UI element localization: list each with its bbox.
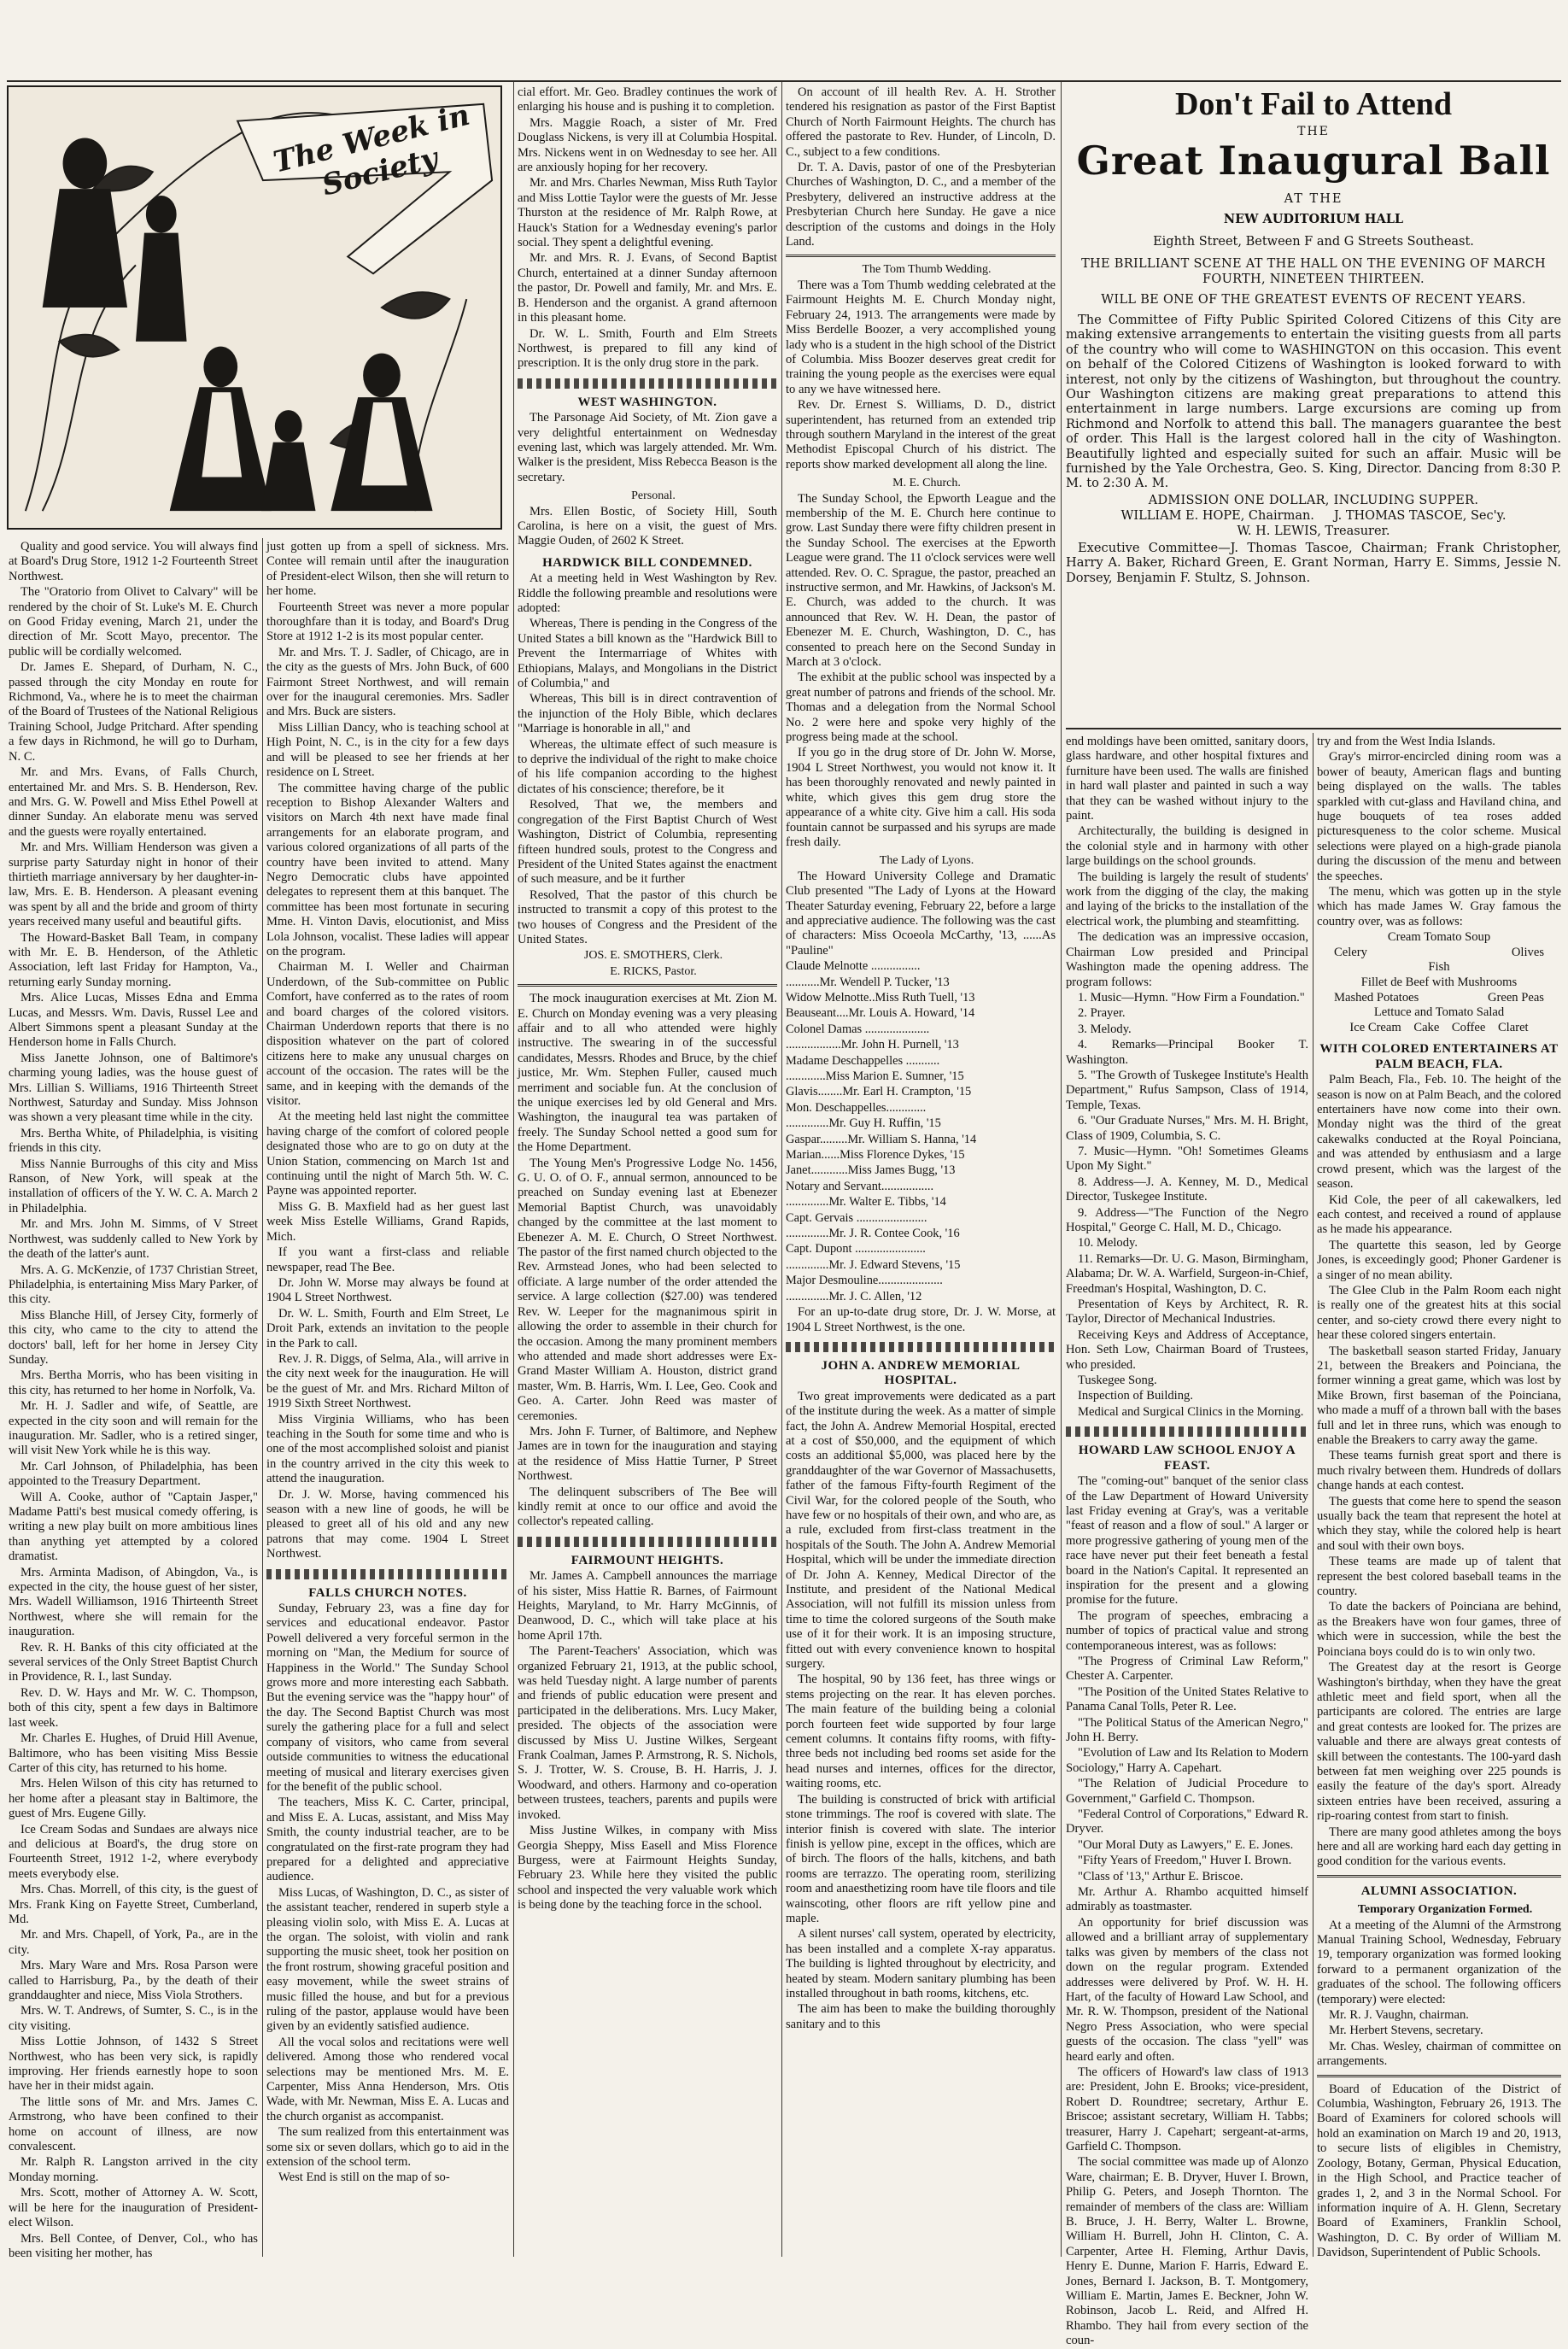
- paragraph: The delinquent subscribers of The Bee will kindly remit at once to our office and avoid the collector's repeated calling.: [518, 1485, 777, 1529]
- toast-list: [1066, 1655, 1308, 1884]
- cast-list: [786, 959, 1056, 1304]
- paragraph: Will A. Cooke, author of "Captain Jasper," Madame Patti's best musical comedy offering, is writing a new play built on more ambitious lines than anything yet attempted by a colored dramatist.: [9, 1490, 258, 1564]
- section-heading: HARDWICK BILL CONDEMNED.: [542, 555, 752, 570]
- section-heading: HOWARD LAW SCHOOL ENJOY A FEAST.: [1078, 1444, 1296, 1473]
- paragraph: The Parsonage Aid Society, of Mt. Zion gave a very delightful entertainment on Wednesday evening last, which was largely attended. Mr. Wm. Walker is the president, Miss Rebecca Beason is the secretary.: [518, 411, 777, 484]
- masthead-illustration: [7, 85, 502, 530]
- paragraph: Dr. James E. Shepard, of Durham, N. C., passed through the city Monday en route for Richmond, Va., where he is to meet the chairman of the Board of Trustees of the National Religious Training School, Judge Pritchard. After spending a few days in Richmond, he will go to Durham, N. C.: [9, 660, 258, 764]
- list-item: 2. Prayer.: [1078, 1006, 1126, 1021]
- list-item: "The Relation of Judicial Procedure to Government," Garfield C. Thompson.: [1066, 1777, 1308, 1806]
- paragraph: The Young Men's Progressive Lodge No. 1456, G. U. O. of O. F., annual sermon, announced to be preached on Sunday evening last at Ebenezer Memorial Baptist Church, was unavoidably changed by the committee at the last moment to Ebenezer A. M. E. Church, O Street Northwest. The pastor of the first named church objected to the Rev. Armstead Jones, who had been selected to officiate. A large number of the order attended the service. A large collection ($27.00) was tendered Rev. W. Leeper for the magnanimous spirit in allowing the order to assemble in their church for the occasion. Among the many prominent members who attended and made short addresses were Ex-Grand Master William A. Houston, district grand master, Wm. B. Harris, Wm. I. Lee, Geo. Cook and Geo. A. Carter. John Reed was master of ceremonies.: [518, 1156, 777, 1423]
- paragraph: Dr. W. L. Smith, Fourth and Elm Street, Le Droit Park, extends an invitation to the people in the Park to call.: [266, 1306, 509, 1350]
- paragraph: Mrs. Alice Lucas, Misses Edna and Emma Lucas, and Messrs. Wm. Davis, Russel Lee and Albert Simmons spent a pleasant Sunday at the Henderson home in Falls Church.: [9, 991, 258, 1050]
- list-item: ..............Mr. J. R. Contee Cook, '16: [786, 1227, 960, 1241]
- paragraph: The "Oratorio from Olivet to Calvary" will be rendered by the choir of St. Luke's M. E. Church on Good Friday evening, March 21, under the direction of Mr. Scott Mayo, precentor. The public will be cordially welcomed.: [9, 585, 258, 659]
- paragraph: Dr. John W. Morse may always be found at 1904 L Street Northwest.: [266, 1275, 509, 1305]
- paragraph: The officers of Howard's law class of 1913 are: President, John E. Brooks; vice-president, Robert D. Roundtree; secretary, Arthur E. Briscoe; assistant secretary, William H. Tabbs; treasurer, Harry J. Capehart; sergeant-at-arms, Garfield C. Thompson.: [1066, 2065, 1308, 2153]
- list-item: Glavis........Mr. Earl H. Crampton, '15: [786, 1085, 972, 1099]
- paragraph: Mr. and Mrs. Charles Newman, Miss Ruth Taylor and Miss Lottie Taylor were the guests of Mr. Jesse Thurston at the residence of Mr. Ralph Rowe, at Hauck's Station for a Wednesday evening's parlor social. They spent a delightful evening.: [518, 176, 777, 250]
- paragraph: These teams are made up of talent that represent the best colored baseball teams in the country.: [1317, 1555, 1561, 1599]
- paragraph: An opportunity for brief discussion was allowed and a brilliant array of supplementary talks was given by members of the class not down on the regular program. Extended addresses were delivered by Prof. W. H. H. Hart, of the faculty of Howard Law School, and Mr. R. W. Thompson, president of the National Negro Press Association, who were special guests of the occasion. The class "yell" was heard early and often.: [1066, 1915, 1308, 2064]
- list-item: "Fifty Years of Freedom," Huver I. Brown.: [1078, 1854, 1292, 1868]
- ad-bottom-rule: [1066, 728, 1561, 729]
- paragraph: These teams furnish great sport and there is much rivalry between them. Hundreds of dollars change hands at each contest.: [1317, 1449, 1561, 1493]
- column-3: [518, 85, 777, 2253]
- paragraph: The basketball season started Friday, January 21, between the Breakers and Poinciana, the former winning a great game, which was lost by Mike Brown, first baseman of the Poinciana, who made a muff of a thrown ball with the bases full and let in three runs, which was enough to enable the Breakers to carry away the game.: [1317, 1344, 1561, 1447]
- paragraph: Dr. T. A. Davis, pastor of one of the Presbyterian Churches of Washington, D. C., and a member of the Presbytery, delivered an instructive address at the Presbyterian Church here Sunday. He gave a nice description of the customs and doings in the Holy Land.: [786, 161, 1056, 249]
- paragraph: The "coming-out" banquet of the senior class of the Law Department of Howard University last Friday evening at Gray's, was a veritable "feast of reason and a flow of soul." A larger or more progressive gathering of young men of the race have never put their feet beneath a festal board in the Nation's Capital. It represented an inspiration for the present and a glowing promise for the future.: [1066, 1474, 1308, 1608]
- paragraph: Architecturally, the building is designed in the colonial style and in harmony with other large buildings on the school grounds.: [1066, 824, 1308, 869]
- paragraph: Receiving Keys and Address of Acceptance, Hon. Seth Low, Chairman Board of Trustees, who presided.: [1066, 1327, 1308, 1372]
- paragraph: cial effort. Mr. Geo. Bradley continues the work of enlarging his house and is pushing it to completion.: [518, 85, 777, 114]
- paragraph: Mrs. Chas. Morrell, of this city, is the guest of Mrs. Frank King on Fayette Street, Cumberland, Md.: [9, 1883, 258, 1926]
- paragraph: Chairman M. I. Weller and Chairman Underdown, of the Sub-committee on Public Comfort, have conferred as to the rates of room and board charges of the colored visitors. Chairman Underdown reports that there is no disposition whatever on the part of colored citizens here to make any unusual charges on account of the occasion. The rates will be the same, and in keeping with the demands of the visitor.: [266, 960, 509, 1109]
- list-item: ..............Mr. J. C. Allen, '12: [786, 1289, 922, 1303]
- ad-body: The Committee of Fifty Public Spirited Colored Citizens of this City are making extensive arrangements to entertain the visiting guests from all parts of the country who will come to WASHINGTON on this occasion. This event on behalf of the Colored Citizens of Washington is looked forward to with interest, not only by the citizens of Washington, but throughout the country. Our Washington citizens are making great preparations to attend this entertainment in large numbers. Large excursions are coming up from Richmond and Norfolk to attend this ball. The managers guarantee the best of order. This Hall is the largest colored hall in the city of Washington. Beautifully lighted and especially suited for such an affair. Music will be furnished by the Yale Orchestra, Geo. S. King, Director. Dancing from 8:30 P. M. to 2:30 A. M.: [1066, 313, 1561, 491]
- paragraph: Mrs. Maggie Roach, a sister of Mr. Fred Douglass Nickens, is very ill at Columbia Hospital. Mrs. Nickens went in on Wednesday to see her. All are anxiously hoping for her recovery.: [518, 115, 777, 175]
- paragraph: The sum realized from this entertainment was some six or seven dollars, which go to aid in the extension of the school term.: [266, 2125, 509, 2170]
- list-item: 5. "The Growth of Tuskegee Institute's Health Department," Rufus Sampson, Class of 1914, Temple, Texas.: [1066, 1068, 1308, 1112]
- column-rule: [513, 82, 514, 2257]
- paragraph: The menu, which was gotten up in the style which has made James W. Gray famous the country over, was as follows:: [1317, 885, 1561, 928]
- paragraph: To date the backers of Poinciana are behind, as the Breakers have won four games, three of which were in succession, while the best the Poinciana boys could do is to win only two.: [1317, 1600, 1561, 1659]
- paragraph: Miss Janette Johnson, one of Baltimore's charming young ladies, was the house guest of Mrs. Lillian S. Williams, 1916 Thirteenth Street Northwest, Saturday and Sunday. Miss Johnson was shown a very pleasant time while in the city.: [9, 1051, 258, 1125]
- paragraph: On account of ill health Rev. A. H. Strother tendered his resignation as pastor of the First Baptist Church of North Fairmount Heights. The church has offered the pastorate to Rev. Hunder, of Lincoln, D. C., subject to a few conditions.: [786, 85, 1056, 159]
- paragraph: Mrs. Helen Wilson of this city has returned to her home after a pleasant stay in Baltimore, the guest of Mrs. Eugene Gilly.: [9, 1777, 258, 1821]
- paragraph: Mr. and Mrs. Evans, of Falls Church, entertained Mr. and Mrs. S. B. Henderson, Rev. and Mrs. G. W. Powell and Miss Ethel Powell at dinner Sunday. An elaborate menu was served and the guests were royally entertained.: [9, 765, 258, 839]
- paragraph: Resolved, That we, the members and congregation of the First Baptist Church of West Washington, District of Columbia, representing fifteen hundred souls, protest to the Congress and President of the United States against the enactment of such measure, and be it further: [518, 798, 777, 887]
- paragraph: There was a Tom Thumb wedding celebrated at the Fairmount Heights M. E. Church Monday night, February 24, 1913. The arrangements were made by Miss Berdelle Boozer, a very accomplished young lady who is a student in the high school of the District of Columbia. Miss Boozer deserves great credit for training the young people as the exercises were equal to any we have witnessed here.: [786, 278, 1056, 396]
- paragraph: Board of Education of the District of Columbia, Washington, February 26, 1913. The Board of Examiners for colored schools will hold an examination on March 19 and 20, 1913, to secure lists of eligibles in Chemistry, Zoology, Botany, German, Physical Education, in the High School, and Practice teacher of grades 1, 2, and 3 in the Normal School. For information inquire of A. H. Glenn, Secretary Board of Examiners, Franklin School, Washington, D. C. By order of William M. Davidson, Superintendent of Public Schools.: [1317, 2082, 1561, 2260]
- paragraph: Rev. Dr. Ernest S. Williams, D. D., district superintendent, has returned from an extended trip through southern Maryland in the interest of the great Methodist Episcopal Church of his district. The reports show marked development all along the line.: [786, 398, 1056, 472]
- column-1: [9, 540, 258, 2260]
- paragraph: The teachers, Miss K. C. Carter, principal, and Miss E. A. Lucas, assistant, and Miss May Smith, the county industrial teacher, are to be congratulated on the first-rate program they had prepared for a delighted and appreciative audience.: [266, 1795, 509, 1884]
- paragraph: Kid Cole, the peer of all cakewalkers, led each contest, and received a round of applause as he made his appearance.: [1317, 1192, 1561, 1237]
- paragraph: Fourteenth Street was never a more popular thoroughfare than it is today, and Board's Drug Store at 1912 1-2 is its most popular center.: [266, 600, 509, 644]
- paragraph: Mrs. Bell Contee, of Denver, Col., who has been visiting her mother, has: [9, 2231, 258, 2260]
- paragraph: Miss Blanche Hill, of Jersey City, formerly of this city, who came to the city to attend the doctors' ball, left for her home in Jersey City Sunday.: [9, 1308, 258, 1367]
- paragraph: The building is largely the result of students' work from the digging of the clay, the making and laying of the bricks to the installation of the electrical work, the plumbing and steamfitting.: [1066, 870, 1308, 928]
- list-item: ..............Mr. Walter E. Tibbs, '14: [786, 1195, 946, 1210]
- top-rule: [7, 80, 1561, 82]
- divider: [786, 255, 1056, 257]
- list-item: Janet............Miss James Bugg, '13: [786, 1163, 956, 1178]
- list-item: ..............Mr. J. Edward Stevens, '15: [786, 1257, 961, 1272]
- paragraph: Mr. R. J. Vaughn, chairman.: [1329, 2008, 1469, 2023]
- list-item: Beauseant....Mr. Louis A. Howard, '14: [786, 1006, 975, 1021]
- menu-item: Celery: [1334, 945, 1367, 959]
- paragraph: The building is constructed of brick with artificial stone trimmings. The roof is covered with slate. The interior finish is covered with slate. The interior finish is yellow pine, except in the offices, which are of birch. The floors of the halls, kitchens, and bath rooms are terrazzo. The operating room, sterilizing room and anaesthetizing room have tile floors and tile wainscoting, other floors are rift yellow pine and maple.: [786, 1792, 1056, 1925]
- paragraph: Mr. H. J. Sadler and wife, of Seattle, are expected in the city soon and will remain for the inauguration. Mr. Sadler, who is a retired singer, will visit New York while he is this way.: [9, 1399, 258, 1458]
- paragraph: At the meeting held last night the committee having charge of the comfort of colored people designated those who are to go on duty at the Union Station, commencing on March 1st and continuing until the night of March 5th. W. C. Payne was appointed reporter.: [266, 1110, 509, 1198]
- list-item: Madame Deschappelles ...........: [786, 1053, 940, 1068]
- paragraph: Dr. W. L. Smith, Fourth and Elm Streets Northwest, is prepared to fill any kind of prescription. It is the only drug store in the park.: [518, 326, 777, 371]
- column-rule: [781, 82, 782, 2257]
- paragraph: The guests that come here to spend the season usually back the team that represent the hotel at which they stay, while the colored help is heart and soul with their own boys.: [1317, 1494, 1561, 1553]
- paragraph: The quartette this season, led by George Jones, is exceedingly good; Phoner Gardener is a singer of no mean ability.: [1317, 1238, 1561, 1282]
- ad-scene: THE BRILLIANT SCENE AT THE HALL ON THE EVENING OF MARCH FOURTH, NINETEEN THIRTEEN.: [1081, 257, 1546, 286]
- ad-treasurer: W. H. LEWIS, Treasurer.: [1237, 524, 1390, 538]
- list-item: Claude Melnotte ................: [786, 959, 921, 974]
- subheading: M. E. Church.: [892, 477, 961, 490]
- star-divider: [266, 1569, 509, 1579]
- list-item: 1. Music—Hymn. "How Firm a Foundation.": [1078, 990, 1305, 1005]
- column-rule: [262, 538, 263, 2257]
- ad-committee: Executive Committee—J. Thomas Tascoe, Chairman; Frank Christopher, Harry A. Baker, Richard Green, E. Grant Norman, Harry E. Simms, Jessie N. Dorsey, Benjamin F. Stultz, S. Johnson.: [1066, 540, 1561, 585]
- ad-the: THE: [1297, 125, 1330, 138]
- list-item: "The Political Status of the American Negro," John H. Berry.: [1066, 1715, 1308, 1744]
- menu-item: Fillet de Beef with Mushrooms: [1360, 975, 1518, 990]
- ad-venue: NEW AUDITORIUM HALL: [1223, 212, 1404, 226]
- paragraph: A silent nurses' call system, operated by electricity, has been installed and a complete X-ray apparatus. The building is lighted throughout by electricity, and heated by steam. Modern sanitary plumbing has been installed throughout in bath rooms, kitchens, etc.: [786, 1927, 1056, 2000]
- masthead-title: The Week in Society: [270, 97, 474, 203]
- paragraph: At a meeting held in West Washington by Rev. Riddle the following preamble and resolutions were adopted:: [518, 571, 777, 615]
- list-item: 8. Address—J. A. Kenney, M. D., Medical Director, Tuskegee Institute.: [1066, 1174, 1308, 1204]
- paragraph: The mock inauguration exercises at Mt. Zion M. E. Church on Monday evening was a very pleasing affair and to all who attended were highly instructive. The swearing in of the successful candidates, Messrs. Rhodes and Bruce, by the chief justice, Mr. Wm. Stephen Fuller, caused much merriment and sociable fun. At the conclusion of the unique exercises led by old General and Mrs. Washington, the inaugural tea was partaken of freely. The Sunday School netted a good sum for the Home Department.: [518, 992, 777, 1155]
- paragraph: The dedication was an impressive occasion, Chairman Low presided and Principal Washington made the opening address. The program follows:: [1066, 930, 1308, 989]
- menu-item: Mashed Potatoes: [1334, 990, 1419, 1005]
- ad-title: Great Inaugural Ball: [1076, 138, 1551, 184]
- paragraph: The hospital, 90 by 136 feet, has three wings or stems projecting on the rear. It has eleven porches. The main feature of the building being a colonial porch fourteen feet wide supported by four large cement columns. It contains fifty rooms, with fifty-three beds not including bed rooms set aside for the head nurses and internes, offices for the director, waiting rooms, etc.: [786, 1672, 1056, 1791]
- menu-item: Lettuce and Tomato Salad: [1373, 1005, 1505, 1020]
- paragraph: Miss Virginia Williams, who has been teaching in the South for some time and who is one of the most accomplished soloist and pianist in the country arrived in the city this week to attend the inauguration.: [266, 1412, 509, 1486]
- subheading: The Lady of Lyons.: [879, 854, 974, 868]
- list-item: Marian......Miss Florence Dykes, '15: [786, 1148, 965, 1163]
- paragraph: Rev. R. H. Banks of this city officiated at the several services of the Only Street Baptist Church in Providence, R. I., last Sunday.: [9, 1640, 258, 1684]
- paragraph: Mrs. Arminta Madison, of Abingdon, Va., is expected in the city, the house guest of her sister, Mrs. Wadell Williamson, 1916 Thirteenth Street Northwest, where she will remain for the inauguration.: [9, 1565, 258, 1639]
- paragraph: end moldings have been omitted, sanitary doors, glass hardware, and other hospital fixtures and furniture have been used. The walls are finished in hard wall plaster and painted in such a way that they can be washed without injury to the paint.: [1066, 735, 1308, 823]
- subheading: Personal.: [631, 489, 676, 503]
- list-item: "Federal Control of Corporations," Edward R. Dryver.: [1066, 1807, 1308, 1836]
- paragraph: Palm Beach, Fla., Feb. 10. The height of the season is now on at Palm Beach, and the colored entertainers have now come into their own. Monday night was the third of the great cakewalks conducted at the Royal Poinciana, and was attended by enthusiasm and a large crowd present, which was the largest of the season.: [1317, 1073, 1561, 1192]
- list-item: 7. Music—Hymn. "Oh! Sometimes Gleams Upon My Sight.": [1066, 1144, 1308, 1174]
- paragraph: Mrs. Bertha White, of Philadelphia, is visiting friends in this city.: [9, 1126, 258, 1156]
- paragraph: Mrs. A. G. McKenzie, of 1737 Christian Street, Philadelphia, is entertaining Miss Mary Parker, of this city.: [9, 1262, 258, 1307]
- banquet-menu: [1317, 930, 1561, 1035]
- paragraph: Tuskegee Song.: [1078, 1374, 1157, 1388]
- list-item: Widow Melnotte..Miss Ruth Tuell, '13: [786, 990, 975, 1005]
- list-item: "The Position of the United States Relative to Panama Canal Tolls, Peter R. Lee.: [1066, 1684, 1308, 1714]
- list-item: Colonel Damas .....................: [786, 1022, 930, 1036]
- paragraph: Mr. Chas. Wesley, chairman of committee on arrangements.: [1317, 2039, 1561, 2069]
- paragraph: Presentation of Keys by Architect, R. R. Taylor, Director of Mechanical Industries.: [1066, 1298, 1308, 1327]
- paragraph: Mrs. W. T. Andrews, of Sumter, S. C., is in the city visiting.: [9, 2004, 258, 2033]
- paragraph: There are many good athletes among the boys here and all are working hard each day getting in good condition for the various events.: [1317, 1825, 1561, 1869]
- section-heading: ALUMNI ASSOCIATION.: [1360, 1883, 1518, 1898]
- ad-address: Eighth Street, Between F and G Streets Southeast.: [1153, 235, 1474, 249]
- paragraph: The little sons of Mr. and Mrs. James C. Armstrong, who have been confined to their home on account of illness, are now convalescent.: [9, 2094, 258, 2154]
- paragraph: try and from the West India Islands.: [1317, 735, 1495, 748]
- menu-item: Ice Cream Cake Coffee Claret: [1349, 1020, 1529, 1034]
- signature-pastor: E. RICKS, Pastor.: [610, 964, 697, 978]
- paragraph: The committee having charge of the public reception to Bishop Alexander Walters and visitors on March 4th next have made final arrangements for an elaborate program, and various colored organizations of all parts of the country have been invited to attend. Many Negro Democratic clubs have appointed delegates to represent them at this banquet. The committee has been most fortunate in securing Mme. H. Vinton Davis, elocutionist, and Miss Lola Johnson, vocalist. These ladies will appear on the program.: [266, 781, 509, 958]
- subheading: Temporary Organization Formed.: [1357, 1903, 1533, 1917]
- menu-item: Cream Tomato Soup: [1387, 930, 1491, 945]
- paragraph: Whereas, This bill is in direct contravention of the injunction of the Holy Bible, which declares "Marriage is honorable in all," and: [518, 692, 777, 736]
- divider: [518, 984, 777, 987]
- section-heading: WITH COLORED ENTERTAINERS AT PALM BEACH, FLA.: [1319, 1042, 1559, 1071]
- list-item: Gaspar.........Mr. William S. Hanna, '14: [786, 1132, 977, 1146]
- paragraph: Miss Nannie Burroughs of this city and Miss Ranson, of New York, will speak at the installation of officers of the Y. W. C. A. March 2 in Philadelphia.: [9, 1157, 258, 1216]
- paragraph: just gotten up from a spell of sickness. Mrs. Contee will remain until after the inauguration of President-elect Wilson, then she will return to her home.: [266, 540, 509, 599]
- paragraph: The Sunday School, the Epworth League and the membership of the M. E. Church here continue to grow. Last Sunday there were fifty children present in the Sunday School. The exercises at the Epworth League were grand. The 11 o'clock services were well attended. Rev. O. C. Sprague, the pastor, preached an instructive sermon, and Mr. Hawkins, of Jackson's M. E. Church, was added to the church. It was announced that Rev. W. H. Dean, the pastor of Ebenezer M. E. Church, Washington, D. C., has consented to preach here on the Second Sunday in March at 3 o'clock.: [786, 491, 1056, 670]
- paragraph: The aim has been to make the building thoroughly sanitary and to this: [786, 2002, 1056, 2031]
- star-divider: [518, 378, 777, 389]
- list-item: 11. Remarks—Dr. U. G. Mason, Birmingham, Alabama; Dr. W. A. Warfield, Surgeon-in-Chief, Freedman's Hospital, Washington, D. C.: [1066, 1251, 1308, 1296]
- paragraph: Mrs. Scott, mother of Attorney A. W. Scott, will be here for the inauguration of President-elect Wilson.: [9, 2186, 258, 2230]
- list-item: Capt. Dupont .......................: [786, 1242, 926, 1257]
- paragraph: Mr. Arthur A. Rhambo acquitted himself admirably as toastmaster.: [1066, 1885, 1308, 1914]
- column-5: [1066, 735, 1308, 2348]
- divider: [1317, 1875, 1561, 1877]
- paragraph: Sunday, February 23, was a fine day for services and educational endeavor. Pastor Powell delivered a very forceful sermon in the morning on "Man, the Medium for source of Happiness in the World." The Sunday School grows more and more interesting each Sabbath. But the evening service was the "happy hour" of the day. The Second Baptist Church was most surely the gathering place for a full and select company of visitors, who came from several outside communities to witness the educational meeting of musical and literary exercises given for the benefit of the public school.: [266, 1602, 509, 1794]
- paragraph: If you want a first-class and reliable newspaper, read The Bee.: [266, 1245, 509, 1274]
- paragraph: Mr. and Mrs. John M. Simms, of V Street Northwest, was suddenly called to New York by the death of the latter's aunt.: [9, 1217, 258, 1262]
- paragraph: Dr. J. W. Morse, having commenced his season with a new line of goods, he will be pleased to greet all of his old and any new patrons that may come. 1904 L Street Northwest.: [266, 1487, 509, 1561]
- paragraph: Mr. and Mrs. William Henderson was given a surprise party Saturday night in honor of their thirtieth marriage anniversary by her daughter-in-law, Mrs. E. B. Henderson. A pleasant evening was spent by all and the bride and groom of thirty years received many useful and beautiful gifts.: [9, 841, 258, 929]
- paragraph: The Howard-Basket Ball Team, in company with Mr. E. B. Henderson, of the Athletic Association, left last Friday for Hampton, Va., returning early Sunday morning.: [9, 930, 258, 989]
- ad-at: AT THE: [1284, 192, 1343, 206]
- paragraph: Whereas, the ultimate effect of such measure is to deprive the individual of the right to make choice of his life companion according to the highest dictates of his conscience; therefore, be it: [518, 737, 777, 796]
- paragraph: Rev. D. W. Hays and Mr. W. C. Thompson, both of this city, spent a few days in Baltimore last week.: [9, 1685, 258, 1730]
- paragraph: Mrs. Bertha Morris, who has been visiting in this city, has returned to her home in Norfolk, Va.: [9, 1368, 258, 1397]
- ad-admission: ADMISSION ONE DOLLAR, INCLUDING SUPPER.: [1148, 493, 1479, 507]
- paragraph: The Glee Club in the Palm Room each night is really one of the greatest hits at this social center, and so-ciety crowd there every night to hear these colored singers entertain.: [1317, 1283, 1561, 1343]
- section-heading: FALLS CHURCH NOTES.: [308, 1585, 467, 1600]
- list-item: ..............Mr. Guy H. Ruffin, '15: [786, 1116, 941, 1131]
- list-item: 9. Address—"The Function of the Negro Hospital," George C. Hall, M. D., Chicago.: [1066, 1205, 1308, 1234]
- paragraph: The program of speeches, embracing a number of topics of practical value and strong contemporaneous interest, was as follows:: [1066, 1608, 1308, 1653]
- paragraph: Mr. Ralph R. Langston arrived in the city Monday morning.: [9, 2155, 258, 2184]
- menu-item: Olives: [1511, 945, 1544, 959]
- program-list: [1066, 991, 1308, 1297]
- paragraph: West End is still on the map of so-: [278, 2170, 450, 2185]
- paragraph: All the vocal solos and recitations were well delivered. Among those who rendered vocal selections may be mentioned Mrs. M. E. Carpenter, Miss Anna Henderson, Mrs. Otis Wade, with Mr. Newman, Miss E. A. Lucas and the church organist as accompanist.: [266, 2035, 509, 2123]
- ad-event: WILL BE ONE OF THE GREATEST EVENTS OF RECENT YEARS.: [1101, 293, 1526, 307]
- column-rule: [1061, 82, 1062, 2257]
- list-item: ...........Mr. Wendell P. Tucker, '13: [786, 975, 950, 989]
- paragraph: Miss Justine Wilkes, in company with Miss Georgia Sheppy, Miss Easell and Miss Florence Burgess, were at Fairmount Heights Sunday, February 23. While here they visited the public school and inspected the very valuable work which is being done by the teaching force in the school.: [518, 1824, 777, 1913]
- paragraph: Medical and Surgical Clinics in the Morning.: [1078, 1404, 1304, 1419]
- paragraph: Mr. and Mrs. Chapell, of York, Pa., are in the city.: [9, 1928, 258, 1957]
- paragraph: At a meeting of the Alumni of the Armstrong Manual Training School, Wednesday, February 19, temporary organization was formed looking forward to a permanent organization of the graduates of the school. The following officers (temporary) were elected:: [1317, 1918, 1561, 2006]
- paragraph: Mr. Carl Johnson, of Philadelphia, has been appointed to the Treasury Department.: [9, 1459, 258, 1489]
- paragraph: Whereas, There is pending in the Congress of the United States a bill known as the "Hardwick Bill to Prevent the Intermarriage of Whites with Ethiopians, Malays, and Mongolians in the District of Columbia," and: [518, 617, 777, 691]
- section-heading: WEST WASHINGTON.: [577, 395, 717, 409]
- column-4: [786, 85, 1056, 2253]
- paragraph: Mrs. John F. Turner, of Baltimore, and Nephew James are in town for the inauguration and staying at the residence of Miss Hattie Turner, P Street Northwest.: [518, 1424, 777, 1484]
- divider: [1317, 2075, 1561, 2077]
- ad-officers: WILLIAM E. HOPE, Chairman. J. THOMAS TASCOE, Sec'y.: [1120, 508, 1507, 523]
- signature-clerk: JOS. E. SMOTHERS, Clerk.: [583, 949, 723, 963]
- column-2: [266, 540, 509, 2253]
- paragraph: The Parent-Teachers' Association, which was organized February 21, 1913, at the public school, was held Tuesday night. A large number of parents and friends of public education were present and participated in the deliberations. Mrs. Lucy Maker, presided. The objects of the association were discussed by Miss U. Justine Wilkes, Sergeant Frank Coalman, James P. Armstrong, R. S. Nichols, S. J. Trotter, W. S. Crouse, B. H. Harris, J. J. Woodward, and others. Harmony and co-operation between trustees, teachers, parents and pupils were invoked.: [518, 1644, 777, 1822]
- section-heading: JOHN A. ANDREW MEMORIAL HOSPITAL.: [821, 1358, 1021, 1388]
- inaugural-ball-ad: [1066, 85, 1561, 585]
- list-item: "Class of '13," Arthur E. Briscoe.: [1078, 1869, 1243, 1883]
- column-6: [1317, 735, 1561, 2260]
- paragraph: Rev. J. R. Diggs, of Selma, Ala., will arrive in the city next week for the inauguration. He will be the guest of Mr. and Mrs. Richard Milton of 1919 Sixth Street Northwest.: [266, 1351, 509, 1411]
- menu-item: Fish: [1428, 960, 1450, 975]
- paragraph: Mr. Herbert Stevens, secretary.: [1329, 2024, 1483, 2038]
- star-divider: [518, 1537, 777, 1547]
- list-item: 3. Melody.: [1078, 1022, 1132, 1036]
- menu-item: Green Peas: [1487, 990, 1544, 1005]
- paragraph: Mr. Charles E. Hughes, of Druid Hill Avenue, Baltimore, who has been visiting Miss Bessie Carter of this city, has returned to his home.: [9, 1731, 258, 1775]
- paragraph: Mr. and Mrs. R. J. Evans, of Second Baptist Church, entertained at a dinner Sunday afternoon the pastor, Dr. Powell and family, Mr. and Mrs. E. B. Henderson and the organist. A grand afternoon in this pleasant home.: [518, 251, 777, 325]
- list-item: "The Progress of Criminal Law Reform," Chester A. Carpenter.: [1066, 1654, 1308, 1684]
- list-item: 4. Remarks—Principal Booker T. Washington.: [1066, 1038, 1308, 1067]
- paragraph: Ice Cream Sodas and Sundaes are always nice and delicious at Board's, the drug store on Fourteenth Street, 1912 1-2, where everybody meets everybody else.: [9, 1822, 258, 1881]
- list-item: "Our Moral Duty as Lawyers," E. E. Jones.: [1078, 1837, 1294, 1852]
- list-item: Major Desmouline.....................: [786, 1274, 943, 1288]
- paragraph: For an up-to-date drug store, Dr. J. W. Morse, at 1904 L Street Northwest, is the one.: [786, 1305, 1056, 1334]
- paragraph: The Howard University College and Dramatic Club presented "The Lady of Lyons at the Howard Theater Saturday evening, February 22, before a large and appreciative audience. The following was the cast of characters: Miss Ocoeola McCarthy, '13, ......As "Pauline": [786, 869, 1056, 958]
- paragraph: The exhibit at the public school was inspected by a great number of patrons and friends of the school. Mr. Thomas and a delegation from the Normal School No. 2 were here and spoke very highly of the progress being made at the school.: [786, 671, 1056, 745]
- list-item: ..................Mr. John H. Purnell, '13: [786, 1038, 959, 1052]
- list-item: .............Miss Marion E. Sumner, '15: [786, 1069, 964, 1083]
- paragraph: Quality and good service. You will always find at Board's Drug Store, 1912 1-2 Fourteenth Street Northwest.: [9, 540, 258, 583]
- paragraph: If you go in the drug store of Dr. John W. Morse, 1904 L Street Northwest, you would not know it. It has been thoroughly renovated and newly painted in white, which gives this gem drug store the appearance of a white city. Give him a call. His soda fountain cannot be surpassed and his syrups are made fresh daily.: [786, 746, 1056, 849]
- list-item: 6. "Our Graduate Nurses," Mrs. M. H. Bright, Class of 1909, Columbia, S. C.: [1066, 1114, 1308, 1143]
- paragraph: Mrs. Ellen Bostic, of Society Hill, South Carolina, is here on a visit, the guest of Mrs. Maggie Ouden, of 2602 K Street.: [518, 504, 777, 548]
- paragraph: The Greatest day at the resort is George Washington's birthday, when they have the great athletic meet and field sport, when all the participants are colored. The entries are large and great contests are looked for. The prizes are valuable and there are always great contests of skill between the contestants. The 100-yard dash between fat men weighing over 225 pounds is easily the feature of the day's sport. Already sixteen entries have been received, assuring a rip-roaring contest from start to finish.: [1317, 1661, 1561, 1824]
- paragraph: The social committee was made up of Alonzo Ware, chairman; E. B. Dryver, Huver I. Brown, Philip G. Peters, and Joseph Thornton. The remainder of members of the class are: William B. Bruce, J. H. Berry, Walter L. Browne, William H. Burrell, John H. Clinton, C. A. Carpenter, Artee H. Fleming, Arthur Davis, Henry E. Dunne, Marion F. Harris, Edward E. Jones, Bernard I. Jackson, B. T. Montgomery, William E. Martin, James E. Beckner, John W. Robinson, Jacob L. Reid, and Alfred H. Rhambo. They hail from every section of the coun-: [1066, 2155, 1308, 2348]
- paragraph: Mr. James A. Campbell announces the marriage of his sister, Miss Hattie R. Barnes, of Fairmount Heights, Maryland, to Mr. Harry McGinnis, of Deanwood, D. C., which will take place at his home April 17th.: [518, 1569, 777, 1643]
- star-divider: [1066, 1426, 1308, 1437]
- paragraph: Miss Lottie Johnson, of 1432 S Street Northwest, who has been very sick, is rapidly improving. Her friends earnestly hope to soon have her in their midst again.: [9, 2035, 258, 2094]
- paragraph: Miss Lucas, of Washington, D. C., as sister of the assistant teacher, rendered in superb style a pleasing violin solo, with Miss E. A. Lucas at the organ. The soloist, with violin and rank supporting the music sheet, took her position on the front rostrum, showing graceful position and easy movement, while the sweet strains of music filled the house, and but for a previous ruling of the pastor, applause would have been given by an evidently satisfied audience.: [266, 1885, 509, 2034]
- ad-headline: Don't Fail to Attend: [1174, 86, 1453, 122]
- list-item: Capt. Gervais .......................: [786, 1210, 927, 1225]
- paragraph: Miss G. B. Maxfield had as her guest last week Miss Estelle Williams, Grand Rapids, Mich.: [266, 1199, 509, 1244]
- paragraph: Two great improvements were dedicated as a part of the institute during the week. As a matter of simple fact, the John A. Andrew Memorial Hospital, erected at a cost of $50,000, and the equipment of which costs an additional $5,000, was placed here by the granddaughter of the war Governor of Massachusetts, father of the famous Fifty-fourth Regiment of the Civil War, for the colored people of the South, who have few or no hospitals of their own, and who are, as a rule, excluded from first-class treatment in the hospitals of the South. The John A. Andrew Memorial Hospital, which will be under the immediate direction of Dr. John A. Kenney, Medical Director of the Institute, and president of the National Medical Association, will not fulfill its mission unless from time to time the colored surgeons of the South make use of it for their work. It is an imposing structure, fitted out with every convenience known to hospital surgery.: [786, 1389, 1056, 1672]
- paragraph: Mr. and Mrs. T. J. Sadler, of Chicago, are in the city as the guests of Mrs. John Buck, of 600 Fairmont Street Northwest, and will remain over for the inaugural ceremonies. Mrs. Sadler and Mrs. Buck are sisters.: [266, 645, 509, 719]
- subheading: The Tom Thumb Wedding.: [862, 263, 992, 277]
- paragraph: Mrs. Mary Ware and Mrs. Rosa Parson were called to Harrisburg, Pa., by the death of their granddaughter and niece, Miss Viola Strothers.: [9, 1959, 258, 2002]
- list-item: "Evolution of Law and Its Relation to Modern Sociology," Harry A. Capehart.: [1066, 1746, 1308, 1775]
- section-heading: FAIRMOUNT HEIGHTS.: [570, 1553, 724, 1567]
- paragraph: Inspection of Building.: [1078, 1389, 1193, 1403]
- list-item: Mon. Deschappelles.............: [786, 1100, 927, 1115]
- paragraph: Resolved, That the pastor of this church be instructed to transmit a copy of this protest to the two houses of Congress and the President of the United States.: [518, 887, 777, 946]
- paragraph: Miss Lillian Dancy, who is teaching school at High Point, N. C., is in the city for a few days and will be pleased to see her friends at her residence on L Street.: [266, 720, 509, 780]
- paragraph: Gray's mirror-encircled dining room was a bower of beauty, American flags and bunting being displayed on the walls. The tables sparkled with cut-glass and Haviland china, and huge bouquets of tea roses added picturesqueness to the color scheme. Musical selections were played on a high-grade pianola during the discussion of the menu and between the speeches.: [1317, 750, 1561, 883]
- list-item: 10. Melody.: [1078, 1236, 1138, 1251]
- list-item: Notary and Servant.................: [786, 1179, 934, 1193]
- star-divider: [786, 1342, 1056, 1352]
